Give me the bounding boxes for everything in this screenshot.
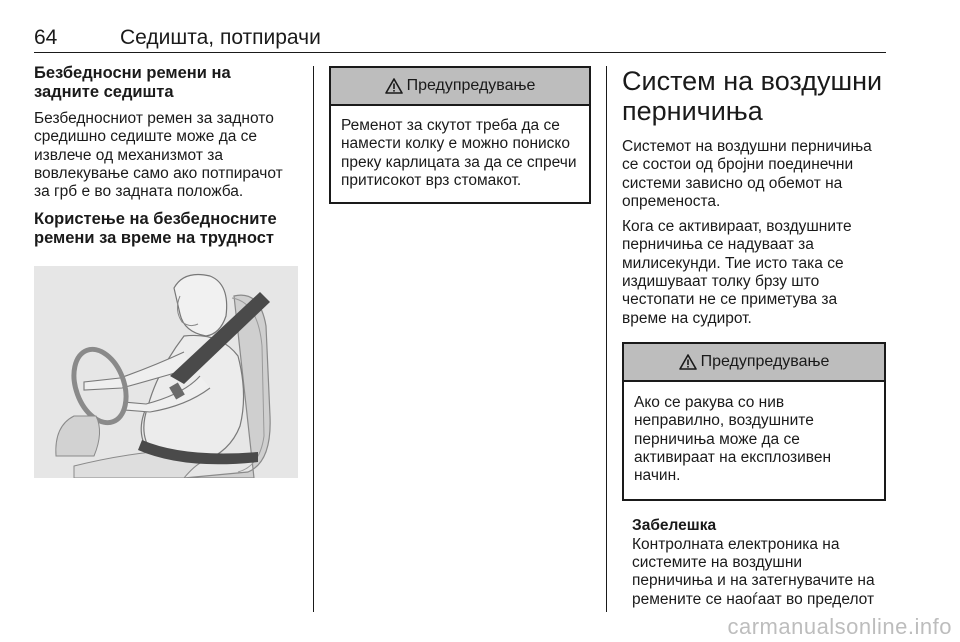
- warning-body: [331, 106, 589, 202]
- paragraph-rear-seat-belts: Безбедносниот ремен за задното средишно седиште може да се извлече од механизмот за вовлекување само ако потпирачот за грб е во задната положба.: [34, 110, 283, 201]
- column-divider-2: [606, 66, 607, 612]
- warning-triangle-icon: [679, 354, 697, 370]
- warning-text: Ременот за скутот треба да се намести колку е можно пониско преку карлицата за да се спречи притисокот врз стомакот.: [341, 117, 577, 189]
- warning-header: [624, 344, 884, 382]
- column-right: [622, 66, 886, 609]
- warning-body: [624, 382, 884, 499]
- watermark: carmanualsonline.info: [727, 614, 952, 639]
- warning-header: [331, 68, 589, 106]
- column-middle: [329, 66, 591, 204]
- page-header: [34, 26, 886, 52]
- warning-box-lap-belt: [329, 66, 591, 204]
- header-rule: [34, 52, 886, 53]
- column-left: [34, 64, 300, 256]
- note-block: [622, 517, 886, 608]
- warning-triangle-icon: [385, 78, 403, 94]
- section-heading-pregnancy: Користење на безбедносните ремени за време на трудност: [34, 210, 277, 248]
- note-title: Забелешка: [632, 517, 717, 535]
- column-divider-1: [313, 66, 314, 612]
- warning-box-airbag: [622, 342, 886, 501]
- warning-text: Ако се ракува со нив неправилно, воздушните перничиња може да се активираат на експлозивен начин.: [634, 393, 832, 485]
- page-number: 64: [34, 26, 58, 49]
- note-text: Контролната електроника на системите на воздушни перничиња и на затегнувачите на ремените се наоѓаат во пределот: [632, 535, 875, 608]
- section-heading-rear-seat-belts: Безбедносни ремени на задните седишта: [34, 64, 231, 101]
- paragraph-airbag-activation: Кога се активираат, воздушните перничиња се надуваат за милисекунди. Тие исто така се издишуваат толку брзу што честопати не се приметува за време на судирот.: [622, 218, 852, 327]
- paragraph-airbag-system: Системот на воздушни перничиња се состои од бројни поединечни системи зависно од обемот на опременоста.: [622, 138, 872, 210]
- section-title-airbag-system: Систем на воздушни перничиња: [622, 66, 883, 126]
- warning-title: Предупредување: [700, 352, 830, 370]
- page-title: Седишта, потпирачи: [120, 26, 321, 49]
- warning-title: Предупредување: [406, 77, 536, 94]
- pregnant-driver-seatbelt-illustration: [34, 266, 298, 478]
